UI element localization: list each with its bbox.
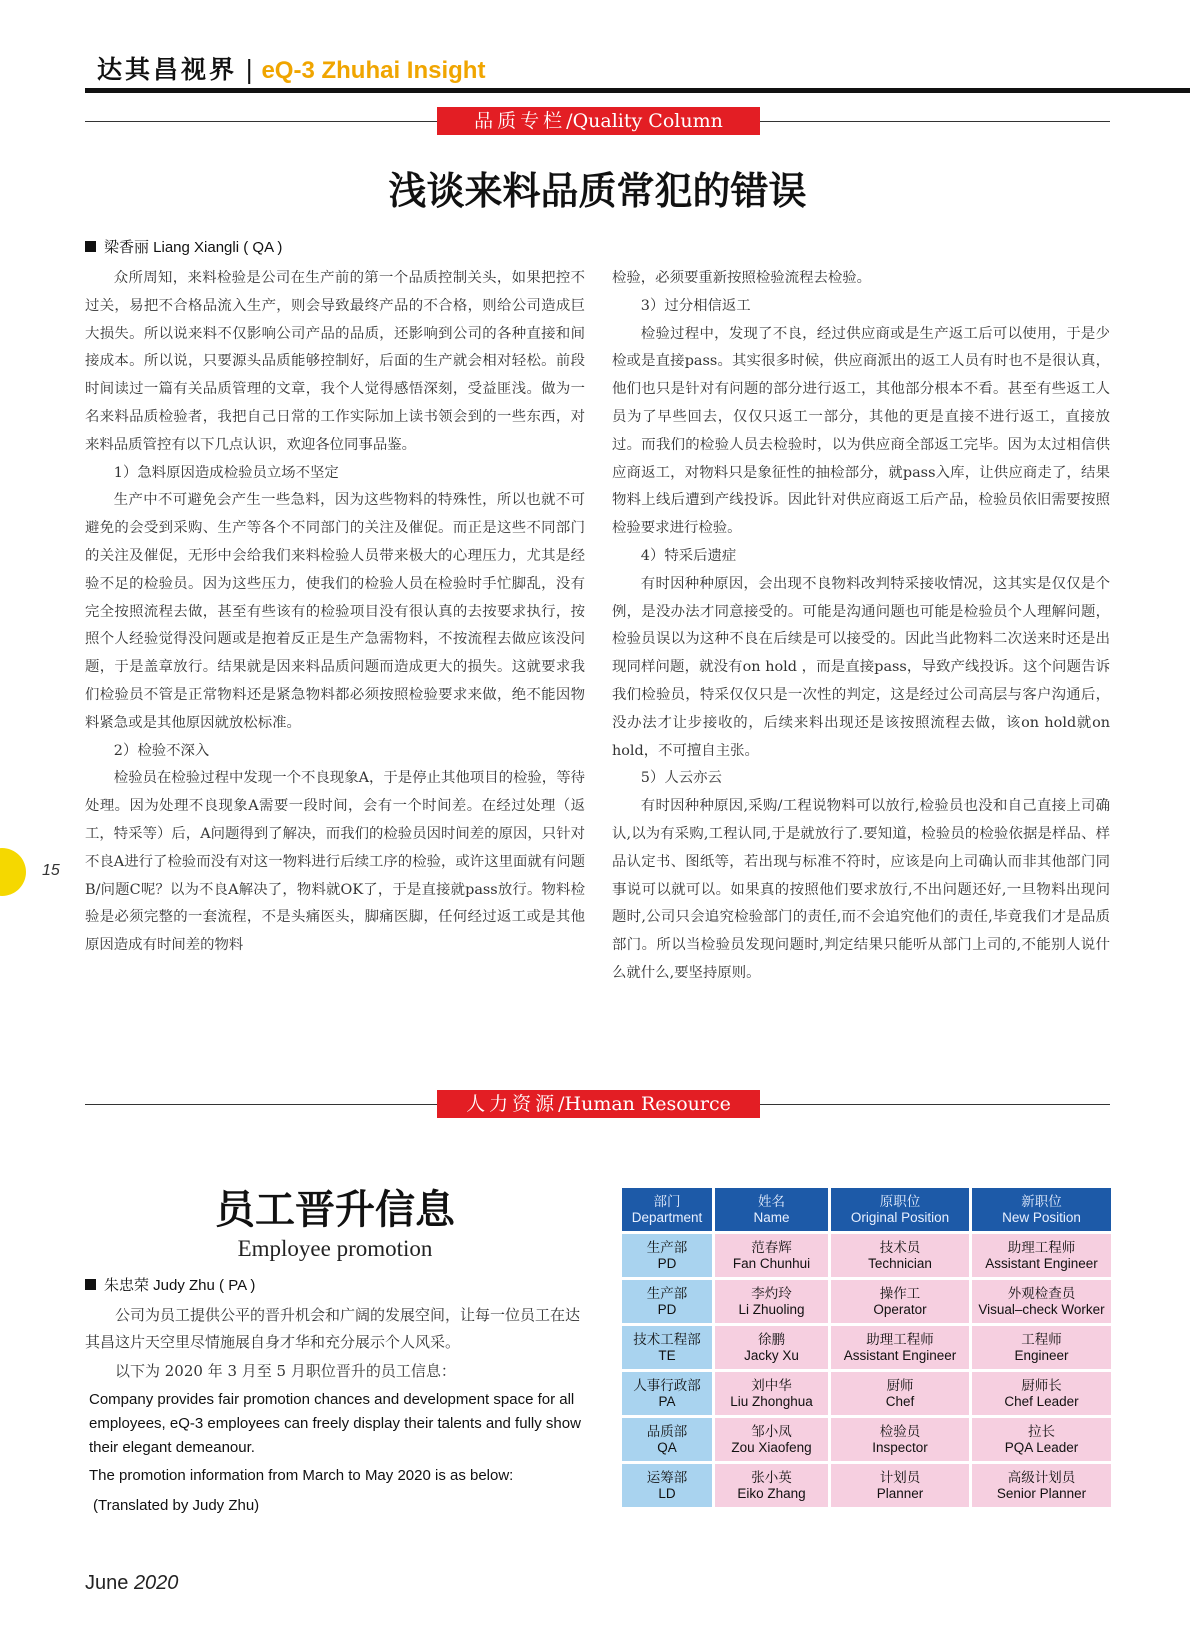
issue-year: 2020: [133, 1572, 179, 1594]
hr-author: [85, 1274, 255, 1295]
magazine-title-en: eQ-3 Zhuhai Insight: [261, 57, 486, 84]
dept-cell: 人事行政部 PA: [622, 1372, 712, 1415]
dept-cell: 生产部 PD: [622, 1280, 712, 1323]
quality-section-label: [437, 107, 760, 135]
paragraph: 生产中不可避免会产生一些急料，因为这些物料的特殊性，所以也就不可避免的会受到采购、生产等各个不同部门的关注及催促。而正是这些不同部门的关注及催促，无形中会给我们来料检验人员带来极大的心理压力，尤其是经验不足的检验员。因为这些压力，使我们的检验人员在检验时手忙脚乱，没有完全按照流程去做，甚至有些该有的检验项目没有很认真的去按要求执行，按照个人经验觉得没问题或是抱着反正是生产急需物料，不按流程去做应该没问题，于是盖章放行。结果就是因来料品质问题而造成更大的损失。这就要求我们检验员不管是正常物料还是紧急物料都必须按照检验要求来做，绝不能因物料紧急或是其他原因就放松标准。: [85, 492, 585, 731]
hr-label-en: /Human Resource: [558, 1093, 731, 1115]
promotion-table: [619, 1185, 1114, 1510]
header-cell: 部门 Department: [622, 1188, 712, 1231]
hr-intro-cn: 公司为员工提供公平的晋升机会和广阔的发展空间，让每一位员工在达其昌这片天空里尽情施展自身才华和充分展示个人风采。: [85, 1306, 581, 1351]
header-cell: 原职位 Original Position: [831, 1188, 969, 1231]
new-position-cell: 外观检查员 Visual–check Worker: [972, 1280, 1111, 1323]
page-marker-dot: [0, 848, 26, 896]
name-cell: 徐鹏 Jacky Xu: [715, 1326, 828, 1369]
original-position-cell: 检验员 Inspector: [831, 1418, 969, 1461]
name-cell: 范春辉 Fan Chunhui: [715, 1234, 828, 1277]
table-row: [622, 1326, 1111, 1369]
article-left-column: [85, 265, 585, 960]
new-position-cell: 厨师长 Chef Leader: [972, 1372, 1111, 1415]
original-position-cell: 助理工程师 Assistant Engineer: [831, 1326, 969, 1369]
quality-label-cn: 品质专栏: [474, 110, 567, 132]
hr-intro-cn-2: 以下为 2020 年 3 月至 5 月职位晋升的员工信息：: [115, 1362, 456, 1380]
paragraph: 有时因种种原因,采购/工程说物料可以放行,检验员也没和自己直接上司确认,以为有采购,工程认同,于是就放行了.要知道，检验员的检验依据是样品、样品认定书、图纸等，若出现与标准不符时，应该是向上司确认而非其他部门同事说可以就可以。如果真的按照他们要求放行,不出问题还好,一旦物料出现问题时,公司只会追究检验部门的责任,而不会追究他们的责任,毕竟我们才是品质部门。所以当检验员发现问题时,判定结果只能听从部门上司的,不能别人说什么就什么,要坚持原则。: [612, 798, 1110, 981]
subheading: 3）过分相信返工: [640, 297, 751, 314]
original-position-cell: 计划员 Planner: [831, 1464, 969, 1507]
dept-cell: 生产部 PD: [622, 1234, 712, 1277]
name-cell: 张小英 Eiko Zhang: [715, 1464, 828, 1507]
subheading: 5）人云亦云: [640, 770, 722, 787]
article-author-text: 梁香丽 Liang Xiangli ( QA ): [104, 239, 283, 256]
subheading: 4）特采后遗症: [640, 547, 737, 564]
header-cell: 新职位 New Position: [972, 1188, 1111, 1231]
promotion-table-wrap: [619, 1185, 1114, 1510]
new-position-cell: 助理工程师 Assistant Engineer: [972, 1234, 1111, 1277]
hr-title-en: Employee promotion: [237, 1236, 433, 1261]
article-right-column: [612, 265, 1110, 988]
hr-intro-en: Company provides fair promotion chances and development space for all employees, eQ-3 employees can freely display their talents and fully show their elegant demeanour.: [89, 1391, 581, 1456]
issue-month: June: [85, 1572, 129, 1594]
name-cell: 李灼玲 Li Zhuoling: [715, 1280, 828, 1323]
name-cell: 刘中华 Liu Zhonghua: [715, 1372, 828, 1415]
header-rule: [85, 88, 1190, 93]
paragraph: 检验员在检验过程中发现一个不良现象A，于是停止其他项目的检验，等待处理。因为处理不良现象A需要一段时间，会有一个时间差。在经过处理（返工，特采等）后，A问题得到了解决，而我们的检验员因时间差的原因，只针对不良A进行了检验而没有对这一物料进行后续工序的检验，或许这里面就有问题B/问题C呢？以为不良A解决了，物料就OK了，于是直接就pass放行。物料检验是必须完整的一套流程，不是头痛医头，脚痛医脚，任何经过返工或是其他原因造成有时间差的物料: [85, 770, 585, 954]
quality-label-en: /Quality Column: [566, 110, 723, 132]
hr-intro-en-2: The promotion information from March to May 2020 is as below:: [89, 1467, 514, 1484]
hr-section-label: [437, 1090, 760, 1118]
hr-label-cn: 人力资源: [466, 1093, 559, 1115]
header-cell: 姓名 Name: [715, 1188, 828, 1231]
table-row: [622, 1418, 1111, 1461]
article-author: [85, 236, 282, 257]
page-number: 15: [42, 862, 60, 879]
bullet-square: [85, 1279, 96, 1290]
subheading: 2）检验不深入: [113, 742, 210, 759]
article-title: 浅谈来料品质常犯的错误: [388, 168, 807, 213]
new-position-cell: 工程师 Engineer: [972, 1326, 1111, 1369]
table-row: [622, 1280, 1111, 1323]
paragraph: 检验过程中，发现了不良，经过供应商或是生产返工后可以使用，于是少检或是直接pass。其实很多时候，供应商派出的返工人员有时也不是很认真，他们也只是针对有问题的部分进行返工，其他部分根本不看。甚至有些返工人员为了早些回去，仅仅只返工一部分，其他的更是直接不进行返工，直接放过。而我们的检验人员去检验时，以为供应商全部返工完毕。因为太过相信供应商返工，对物料只是象征性的抽检部分，就pass入库，让供应商走了，结果物料上线后遭到产线投诉。因此针对供应商返工后产品，检验员依旧需要按照检验要求进行检验。: [612, 325, 1110, 537]
original-position-cell: 技术员 Technician: [831, 1234, 969, 1277]
header-separator: |: [245, 55, 254, 84]
translator-note: (Translated by Judy Zhu): [93, 1497, 260, 1514]
hr-title-cn: 员工晋升信息: [215, 1186, 455, 1233]
new-position-cell: 拉长 PQA Leader: [972, 1418, 1111, 1461]
issue-date: [85, 1572, 178, 1595]
magazine-header: [97, 50, 485, 86]
paragraph: 众所周知，来料检验是公司在生产前的第一个品质控制关头，如果把控不过关，易把不合格品流入生产，则会导致最终产品的不合格，则给公司造成巨大损失。所以说来料不仅影响公司产品的品质，还影响到公司的各种直接和间接成本。所以说，只要源头品质能够控制好，后面的生产就会相对轻松。前段时间读过一篇有关品质管理的文章，我个人觉得感悟深刻，受益匪浅。做为一名来料品质检验者，我把自己日常的工作实际加上读书领会到的一些东西，对来料品质管控有以下几点认识，欢迎各位同事品鉴。: [85, 270, 585, 453]
dept-cell: 品质部 QA: [622, 1418, 712, 1461]
magazine-title-cn: 达其昌视界: [97, 55, 238, 84]
paragraph: 有时因种种原因，会出现不良物料改判特采接收情况，这其实是仅仅是个例，是没办法才同意接受的。可能是沟通问题也可能是检验员个人理解问题，检验员误以为这种不良在后续是可以接受的。因此当此物料二次送来时还是出现同样问题，就没有on hold ，而是直接pass，导致产线投诉。这个问题告诉我们检验员，特采仅仅只是一次性的判定，这是经过公司高层与客户沟通后，没办法才让步接收的，后续来料出现还是该按照流程去做，该on hold就on hold，不可擅自主张。: [612, 575, 1110, 759]
table-header-row: [622, 1188, 1111, 1231]
paragraph: 检验，必须要重新按照检验流程去检验。: [612, 270, 872, 286]
table-row: [622, 1234, 1111, 1277]
subheading: 1）急料原因造成检验员立场不坚定: [113, 464, 339, 481]
dept-cell: 技术工程部 TE: [622, 1326, 712, 1369]
new-position-cell: 高级计划员 Senior Planner: [972, 1464, 1111, 1507]
hr-author-text: 朱忠荣 Judy Zhu ( PA ): [104, 1277, 256, 1294]
original-position-cell: 厨师 Chef: [831, 1372, 969, 1415]
name-cell: 邹小凤 Zou Xiaofeng: [715, 1418, 828, 1461]
original-position-cell: 操作工 Operator: [831, 1280, 969, 1323]
table-row: [622, 1464, 1111, 1507]
bullet-square: [85, 241, 96, 252]
dept-cell: 运筹部 LD: [622, 1464, 712, 1507]
table-row: [622, 1372, 1111, 1415]
